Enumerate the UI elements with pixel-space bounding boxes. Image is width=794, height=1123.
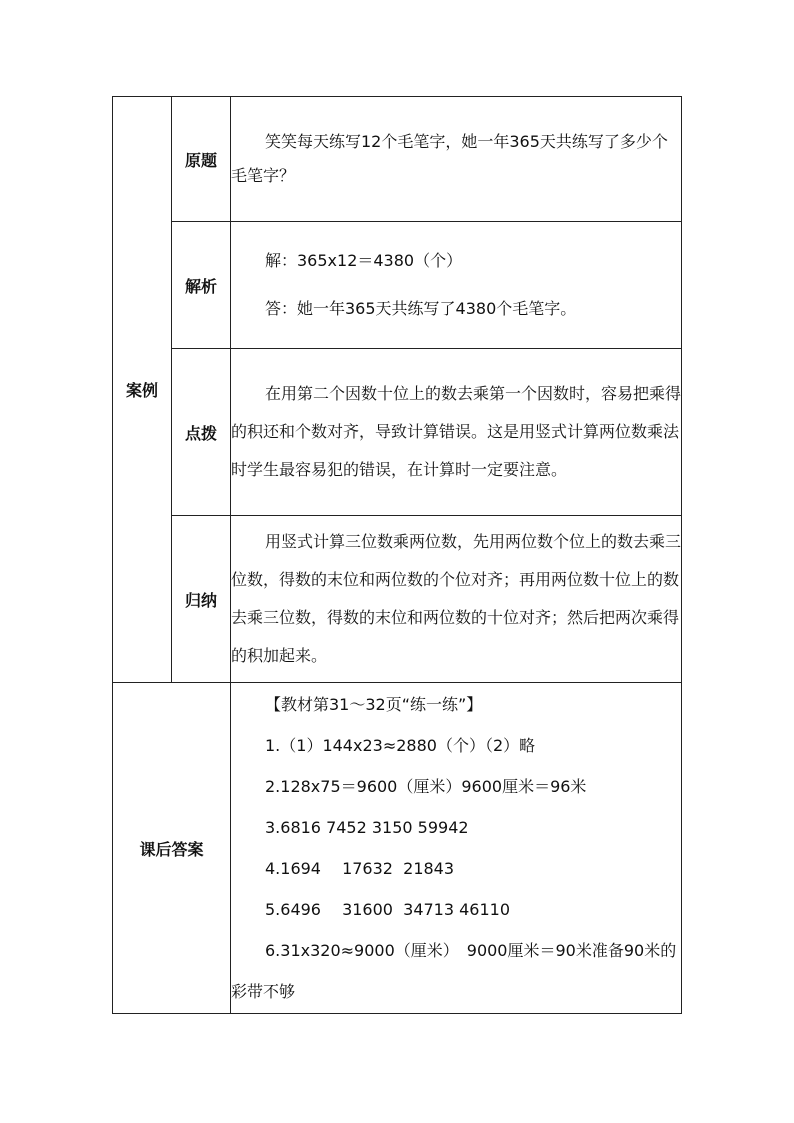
original-problem-text [231, 97, 682, 222]
row-analysis [113, 222, 682, 349]
answer-heading: 【教材第31～32页“练一练”】 [265, 695, 483, 714]
tip-label: 点拨 [172, 349, 231, 516]
analysis-label: 解析 [172, 222, 231, 349]
homework-answers-label: 课后答案 [113, 683, 231, 1014]
lesson-table [112, 96, 682, 1014]
answer-line-1: 1.（1）144x23≈2880（个）（2）略 [265, 736, 536, 755]
homework-answers-text [231, 683, 682, 1014]
row-tip [113, 349, 682, 516]
summary-label: 归纳 [172, 516, 231, 683]
answer-line-3: 3.6816 7452 3150 59942 [265, 818, 469, 837]
row-summary [113, 516, 682, 683]
answer-line-4: 4.1694 17632 21843 [265, 859, 455, 878]
tip-text [231, 349, 682, 516]
summary-text [231, 516, 682, 683]
analysis-solution-line: 解：365x12＝4380（个） [265, 251, 463, 270]
answer-line-6: 6.31x320≈9000（厘米） 9000厘米＝90米准备90米的彩带不够 [231, 941, 677, 1001]
analysis-answer-line: 答：她一年365天共练写了4380个毛笔字。 [265, 299, 577, 318]
case-label: 案例 [113, 97, 172, 683]
answer-line-5: 5.6496 31600 34713 46110 [265, 900, 511, 919]
original-problem-line: 笑笑每天练写12个毛笔字，她一年365天共练写了多少个毛笔字？ [231, 132, 668, 185]
original-problem-label: 原题 [172, 97, 231, 222]
analysis-text [231, 222, 682, 349]
tip-line: 在用第二个因数十位上的数去乘第一个因数时，容易把乘得的积还和个数对齐，导致计算错误。这是用竖式计算两位数乘法时学生最容易犯的错误，在计算时一定要注意。 [231, 384, 682, 479]
row-original-problem [113, 97, 682, 222]
row-homework-answers [113, 683, 682, 1014]
answer-line-2: 2.128x75＝9600（厘米）9600厘米＝96米 [265, 777, 587, 796]
summary-line: 用竖式计算三位数乘两位数，先用两位数个位上的数去乘三位数，得数的末位和两位数的个位对齐；再用两位数十位上的数去乘三位数，得数的末位和两位数的十位对齐；然后把两次乘得的积加起来。 [231, 532, 682, 665]
